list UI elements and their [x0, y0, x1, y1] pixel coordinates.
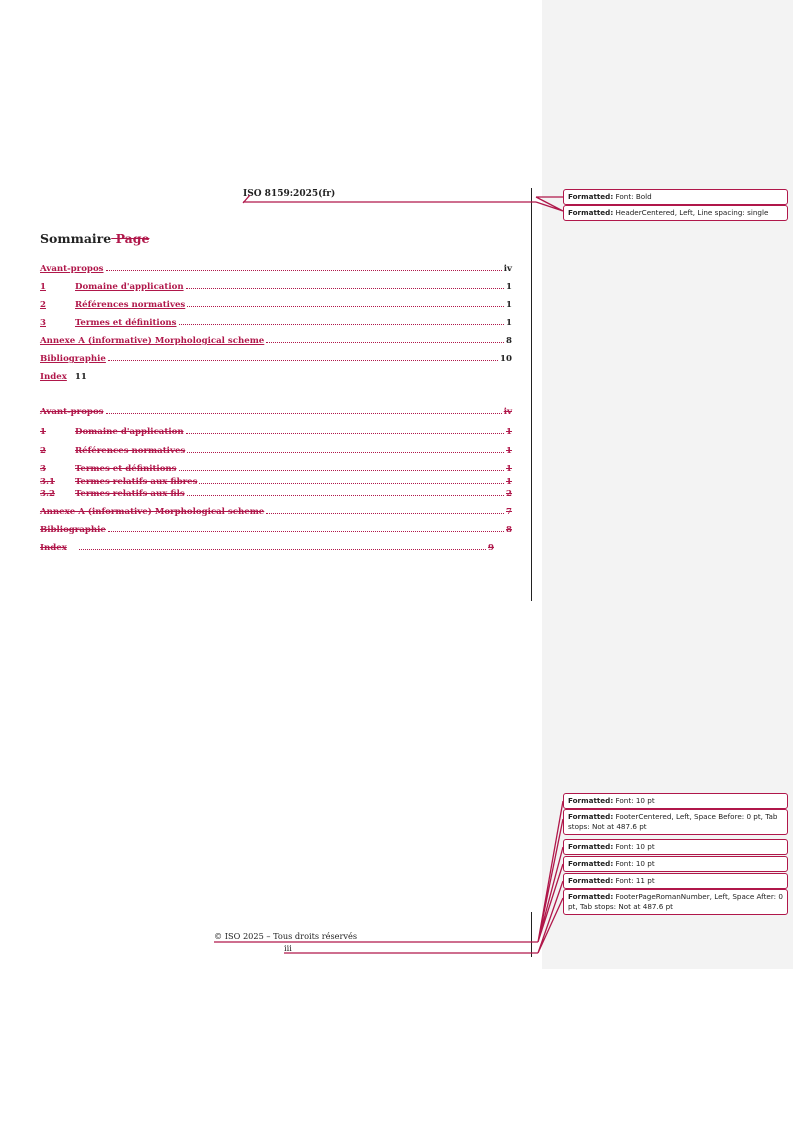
- comment-label: Formatted:: [568, 208, 614, 217]
- toc-entry-title: Avant-propos: [40, 264, 104, 274]
- toc-heading-deleted: Page: [111, 231, 150, 246]
- toc-entry-page: 11: [74, 372, 87, 382]
- header-underline-connector: [243, 195, 536, 203]
- toc-leader: [187, 452, 504, 453]
- comment-label: Formatted:: [568, 192, 614, 201]
- comment-text: FooterCentered, Left, Space Before: 0 pt, Tab stops: Not at 487.6 pt: [568, 812, 778, 831]
- toc-leader: [199, 483, 504, 484]
- toc-leader: [266, 342, 504, 343]
- toc-leader: [106, 270, 502, 271]
- toc-leader: [179, 324, 505, 325]
- toc-entry-num: 3.1: [40, 477, 55, 487]
- comment-format-footer-centered[interactable]: [563, 809, 788, 835]
- toc-entry-page: 8: [506, 336, 512, 346]
- toc-entry-index[interactable]: [40, 372, 87, 382]
- toc-entry-page: 8: [506, 525, 512, 535]
- toc-leader: [179, 470, 505, 471]
- footer-comment-connector: [538, 801, 563, 953]
- header-doc-id: ISO 8159:2025(fr): [243, 189, 336, 199]
- comment-format-font-10pt-3[interactable]: [563, 856, 788, 872]
- toc-entry-title: Domaine d'application: [75, 282, 184, 292]
- toc-entry-page: 1: [506, 318, 512, 328]
- toc-entry-title: Annexe A (informative) Morphological scheme: [40, 507, 265, 517]
- toc-entry-num: 1: [40, 282, 46, 292]
- toc-entry-title: Références normatives: [75, 446, 186, 456]
- toc-entry-foreword[interactable]: [40, 260, 512, 274]
- deleted-toc-entry-yarns[interactable]: [40, 485, 512, 499]
- comment-label: Formatted:: [568, 796, 614, 805]
- toc-entry-terms[interactable]: [40, 314, 512, 328]
- toc-entry-page: 1: [506, 464, 512, 474]
- toc-entry-title: Bibliographie: [40, 354, 106, 364]
- toc-entry-num: 2: [40, 446, 46, 456]
- toc-entry-page: 7: [506, 507, 512, 517]
- comment-text: Font: 11 pt: [613, 876, 655, 885]
- deleted-toc-entry-index[interactable]: [40, 539, 494, 553]
- comment-text: Font: Bold: [613, 192, 652, 201]
- comment-label: Formatted:: [568, 876, 614, 885]
- comment-label: Formatted:: [568, 892, 614, 901]
- toc-entry-page: 1: [506, 446, 512, 456]
- toc-leader: [187, 306, 504, 307]
- toc-entry-page: 1: [506, 300, 512, 310]
- toc-entry-bibliography[interactable]: [40, 350, 512, 364]
- comment-text: FooterPageRomanNumber, Left, Space After: 0 pt, Tab stops: Not at 487.6 pt: [568, 892, 783, 911]
- toc-entry-num: 1: [40, 427, 46, 437]
- comment-format-header[interactable]: [563, 205, 788, 221]
- toc-entry-page: 1: [506, 282, 512, 292]
- toc-entry-title: Index: [40, 372, 67, 382]
- comment-text: Font: 10 pt: [613, 796, 655, 805]
- comment-text: HeaderCentered, Left, Line spacing: single: [613, 208, 769, 217]
- comment-label: Formatted:: [568, 842, 614, 851]
- toc-entry-page: iv: [503, 264, 512, 274]
- toc-entry-page: 2: [506, 489, 512, 499]
- comment-format-font-10pt[interactable]: [563, 793, 788, 809]
- toc-entry-page: 9: [488, 543, 494, 553]
- toc-leader: [187, 495, 504, 496]
- toc-leader: [108, 360, 498, 361]
- footer-underline-connector: [214, 942, 538, 953]
- toc-entry-num: 3: [40, 464, 46, 474]
- toc-entry-annex-a[interactable]: [40, 332, 512, 346]
- toc-entry-title: Domaine d'application: [75, 427, 184, 437]
- footer-copyright: © ISO 2025 – Tous droits réservés: [214, 931, 358, 941]
- toc-entry-num: 2: [40, 300, 46, 310]
- deleted-toc-entry-foreword[interactable]: [40, 403, 512, 417]
- deleted-toc-entry-normative-refs[interactable]: [40, 442, 512, 456]
- comment-format-font-bold[interactable]: [563, 189, 788, 205]
- comment-text: Font: 10 pt: [613, 842, 655, 851]
- deleted-toc-entry-bibliography[interactable]: [40, 521, 512, 535]
- footer-page-number: iii: [284, 943, 292, 953]
- toc-entry-title: Références normatives: [75, 300, 186, 310]
- toc-entry-page: 1: [506, 477, 512, 487]
- toc-leader: [186, 433, 504, 434]
- toc-entry-normative-refs[interactable]: [40, 296, 512, 310]
- toc-entry-page: iv: [503, 407, 512, 417]
- toc-leader: [186, 288, 504, 289]
- toc-leader: [106, 413, 502, 414]
- toc-entry-title: Annexe A (informative) Morphological scheme: [40, 336, 265, 346]
- toc-leader: [79, 549, 486, 550]
- comment-text: Font: 10 pt: [613, 859, 655, 868]
- comment-label: Formatted:: [568, 859, 614, 868]
- comment-label: Formatted:: [568, 812, 614, 821]
- toc-entry-scope[interactable]: [40, 278, 512, 292]
- toc-entry-title: Termes et définitions: [75, 318, 177, 328]
- toc-leader: [266, 513, 504, 514]
- toc-entry-title: Avant-propos: [40, 407, 104, 417]
- deleted-toc-entry-annex-a[interactable]: [40, 503, 512, 517]
- comment-format-font-11pt[interactable]: [563, 873, 788, 889]
- toc-heading: [40, 231, 149, 246]
- toc-entry-num: 3: [40, 318, 46, 328]
- header-comment-connector: [536, 197, 563, 211]
- toc-entry-page: 10: [500, 354, 512, 364]
- toc-entry-title: Index: [40, 543, 67, 553]
- toc-heading-text: Sommaire: [40, 231, 112, 246]
- toc-entry-page: 1: [506, 427, 512, 437]
- deleted-toc-entry-terms[interactable]: [40, 460, 512, 474]
- toc-entry-title: Termes relatifs aux fils: [75, 489, 185, 499]
- deleted-toc-entry-scope[interactable]: [40, 423, 512, 437]
- comment-format-font-10pt-2[interactable]: [563, 839, 788, 855]
- toc-entry-num: 3.2: [40, 489, 55, 499]
- toc-leader: [108, 531, 504, 532]
- toc-entry-title: Termes et définitions: [75, 464, 177, 474]
- toc-entry-title: Termes relatifs aux fibres: [75, 477, 198, 487]
- toc-entry-title: Bibliographie: [40, 525, 106, 535]
- comment-format-footer-page-roman[interactable]: [563, 889, 788, 915]
